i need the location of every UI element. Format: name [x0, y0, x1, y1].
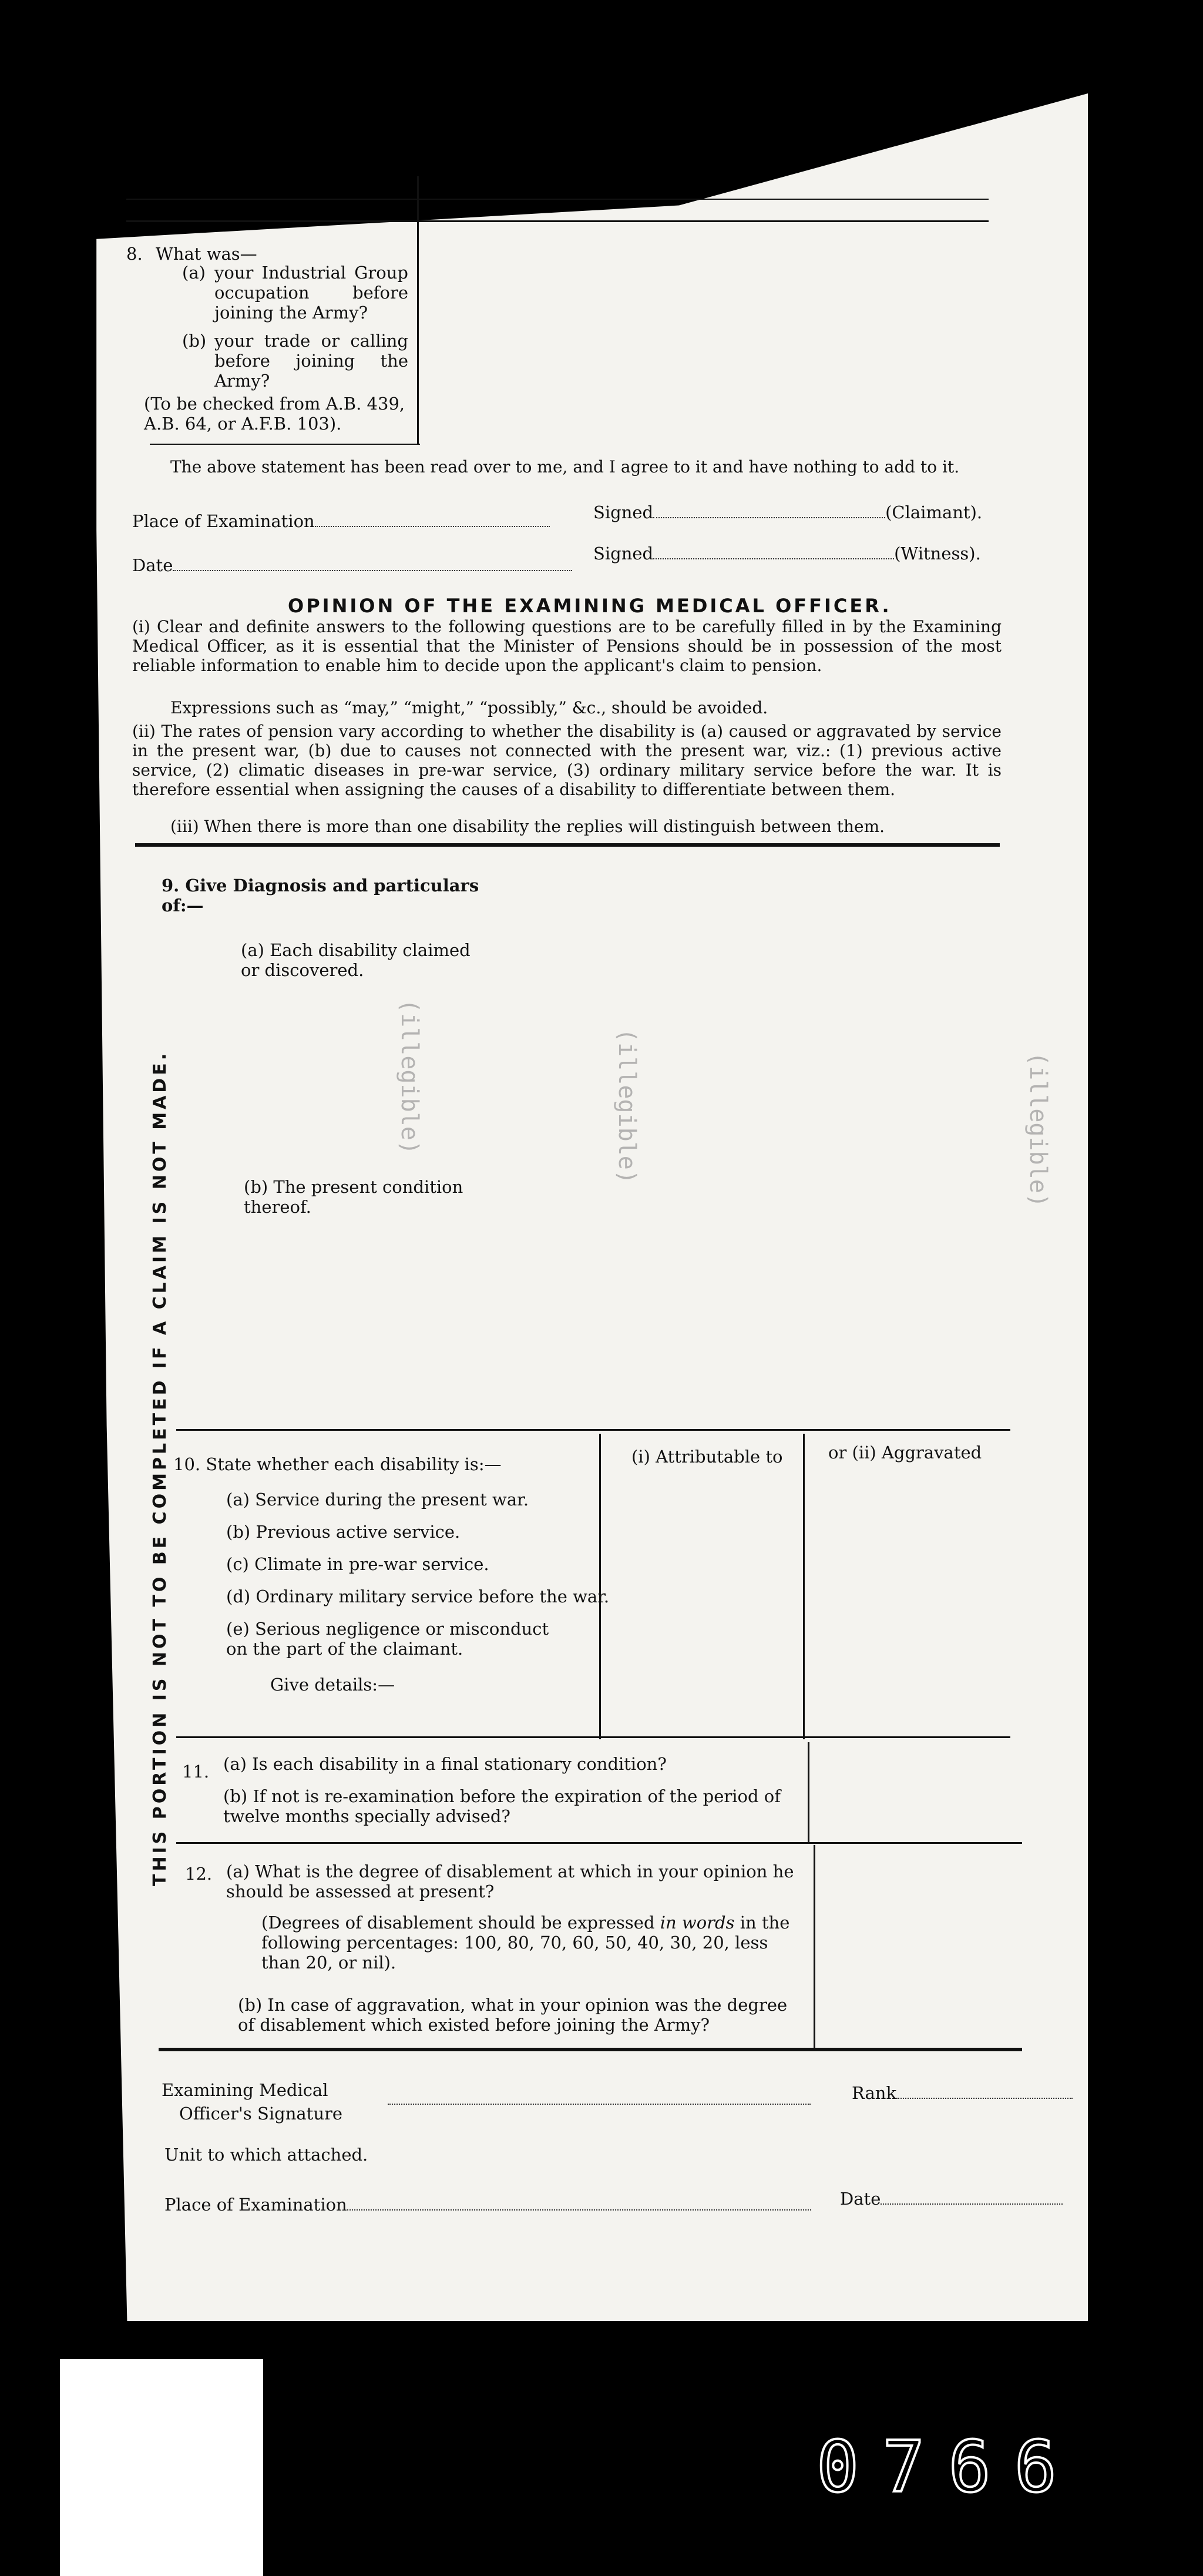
- section10-col-i-header: (i) Attributable to: [631, 1447, 783, 1467]
- opinion-heading: OPINION OF THE EXAMINING MEDICAL OFFICER.: [288, 595, 892, 617]
- opinion-para-iii: (iii) When there is more than one disability the replies will distinguish between them.: [170, 817, 885, 836]
- unit-attached-label: Unit to which attached.: [164, 2145, 368, 2165]
- section12-a-note: (Degrees of disablement should be expressed in words in the following percentages: 100, 80, 70, 60, 50, 40, 30, 20, less than 20, or nil).: [261, 1913, 790, 1973]
- section9-title: 9. Give Diagnosis and particulars of:—: [162, 876, 479, 915]
- section8-bottom-rule: [150, 444, 420, 445]
- section8-b-label: (b): [182, 331, 207, 351]
- section9-a: (a) Each disability claimed or discovered.: [241, 940, 471, 980]
- section10-title: 10. State whether each disability is:—: [173, 1454, 502, 1474]
- section8-divider: [417, 176, 419, 444]
- section10-item-d: (d) Ordinary military service before the war.: [226, 1586, 610, 1606]
- section8-a-label: (a): [182, 263, 206, 283]
- section12-bottom-rule: [159, 2048, 1022, 2051]
- opinion-para-i: (i) Clear and definite answers to the following questions are to be carefully filled in by the Examining Medical Officer, as it is essential that the Minister of Pensions should be in possession of the most reliable information to enable him to decide upon the applicant's claim to pension.: [132, 617, 1002, 675]
- faded-stamp-2: (illegible): [613, 1028, 640, 1184]
- place-of-examination-label: Place of Examination: [132, 511, 550, 531]
- faded-stamp-1: (illegible): [396, 999, 423, 1155]
- section9-b: (b) The present condition thereof.: [244, 1177, 463, 1217]
- rank-label: Rank: [852, 2083, 1073, 2103]
- section10-give-details: Give details:—: [270, 1675, 395, 1695]
- opinion-bottom-rule: [135, 843, 1000, 847]
- section8-b-text: your trade or calling before joining the Army?: [214, 331, 408, 391]
- section11-a: (a) Is each disability in a final stationary condition?: [223, 1754, 667, 1774]
- opinion-para-ii: (ii) The rates of pension vary according to whether the disability is (a) caused or aggravated by service in the present war, (b) due to causes not connected with the present war, viz.: (1) previous active service, (2) climatic diseases in pre-war service, (3) ordinary military service before the war. It is therefore essential when assigning the causes of a disability to differentiate between them.: [132, 722, 1002, 799]
- footer-date-label: Date: [840, 2189, 1063, 2209]
- top-rule-2: [126, 199, 989, 200]
- section12-number: 12.: [185, 1864, 213, 1884]
- white-calibration-block: [60, 2359, 263, 2576]
- section9-bottom-rule: [176, 1429, 1010, 1431]
- section10-item-b: (b) Previous active service.: [226, 1522, 461, 1542]
- section10-col-ii-header: or (ii) Aggravated: [828, 1443, 982, 1463]
- claimant-signed-label: Signed (Claimant).: [593, 502, 983, 522]
- section11-number: 11.: [182, 1762, 210, 1782]
- section10-col-divider-2: [803, 1434, 805, 1739]
- section10-bottom-rule: [176, 1736, 1010, 1738]
- section11-bottom-rule: [176, 1842, 1022, 1844]
- section10-item-e: (e) Serious negligence or misconduct on the part of the claimant.: [226, 1619, 549, 1659]
- section12-b: (b) In case of aggravation, what in your opinion was the degree of disablement which existed before joining the Army?: [238, 1995, 788, 2035]
- opinion-expressions: Expressions such as “may,” “might,” “possibly,” &c., should be avoided.: [170, 698, 768, 717]
- top-rule: [126, 220, 989, 222]
- section12-a: (a) What is the degree of disablement at which in your opinion he should be assessed at present?: [226, 1861, 794, 1901]
- section8-what-was: What was—: [156, 244, 257, 264]
- date-label: Date: [132, 555, 572, 575]
- section12-divider: [814, 1845, 815, 2048]
- faded-stamp-3: (illegible): [1024, 1052, 1051, 1208]
- section8-number: 8.: [126, 244, 143, 264]
- folio-number: 0766: [816, 2427, 1080, 2508]
- section10-item-a: (a) Service during the present war.: [226, 1490, 529, 1510]
- signature-line: [388, 2104, 811, 2105]
- section8-a-text: your Industrial Group occupation before joining the Army?: [214, 263, 408, 323]
- section10-item-c: (c) Climate in pre-war service.: [226, 1554, 489, 1574]
- section11-divider: [808, 1742, 809, 1842]
- vertical-not-made-note: THIS PORTION IS NOT TO BE COMPLETED IF A CLAIM IS NOT MADE.: [150, 1050, 170, 1886]
- section8-check-note: (To be checked from A.B. 439, A.B. 64, or A.F.B. 103).: [144, 394, 405, 434]
- witness-signed-label: Signed (Witness).: [593, 544, 981, 564]
- statement-text: The above statement has been read over to me, and I agree to it and have nothing to add to it.: [170, 457, 960, 477]
- footer-place-label: Place of Examination: [164, 2195, 811, 2215]
- officers-signature-label: Officer's Signature: [179, 2104, 343, 2124]
- examining-medical-label: Examining Medical: [162, 2080, 328, 2100]
- section11-b: (b) If not is re-examination before the expiration of the period of twelve months specially advised?: [223, 1786, 781, 1826]
